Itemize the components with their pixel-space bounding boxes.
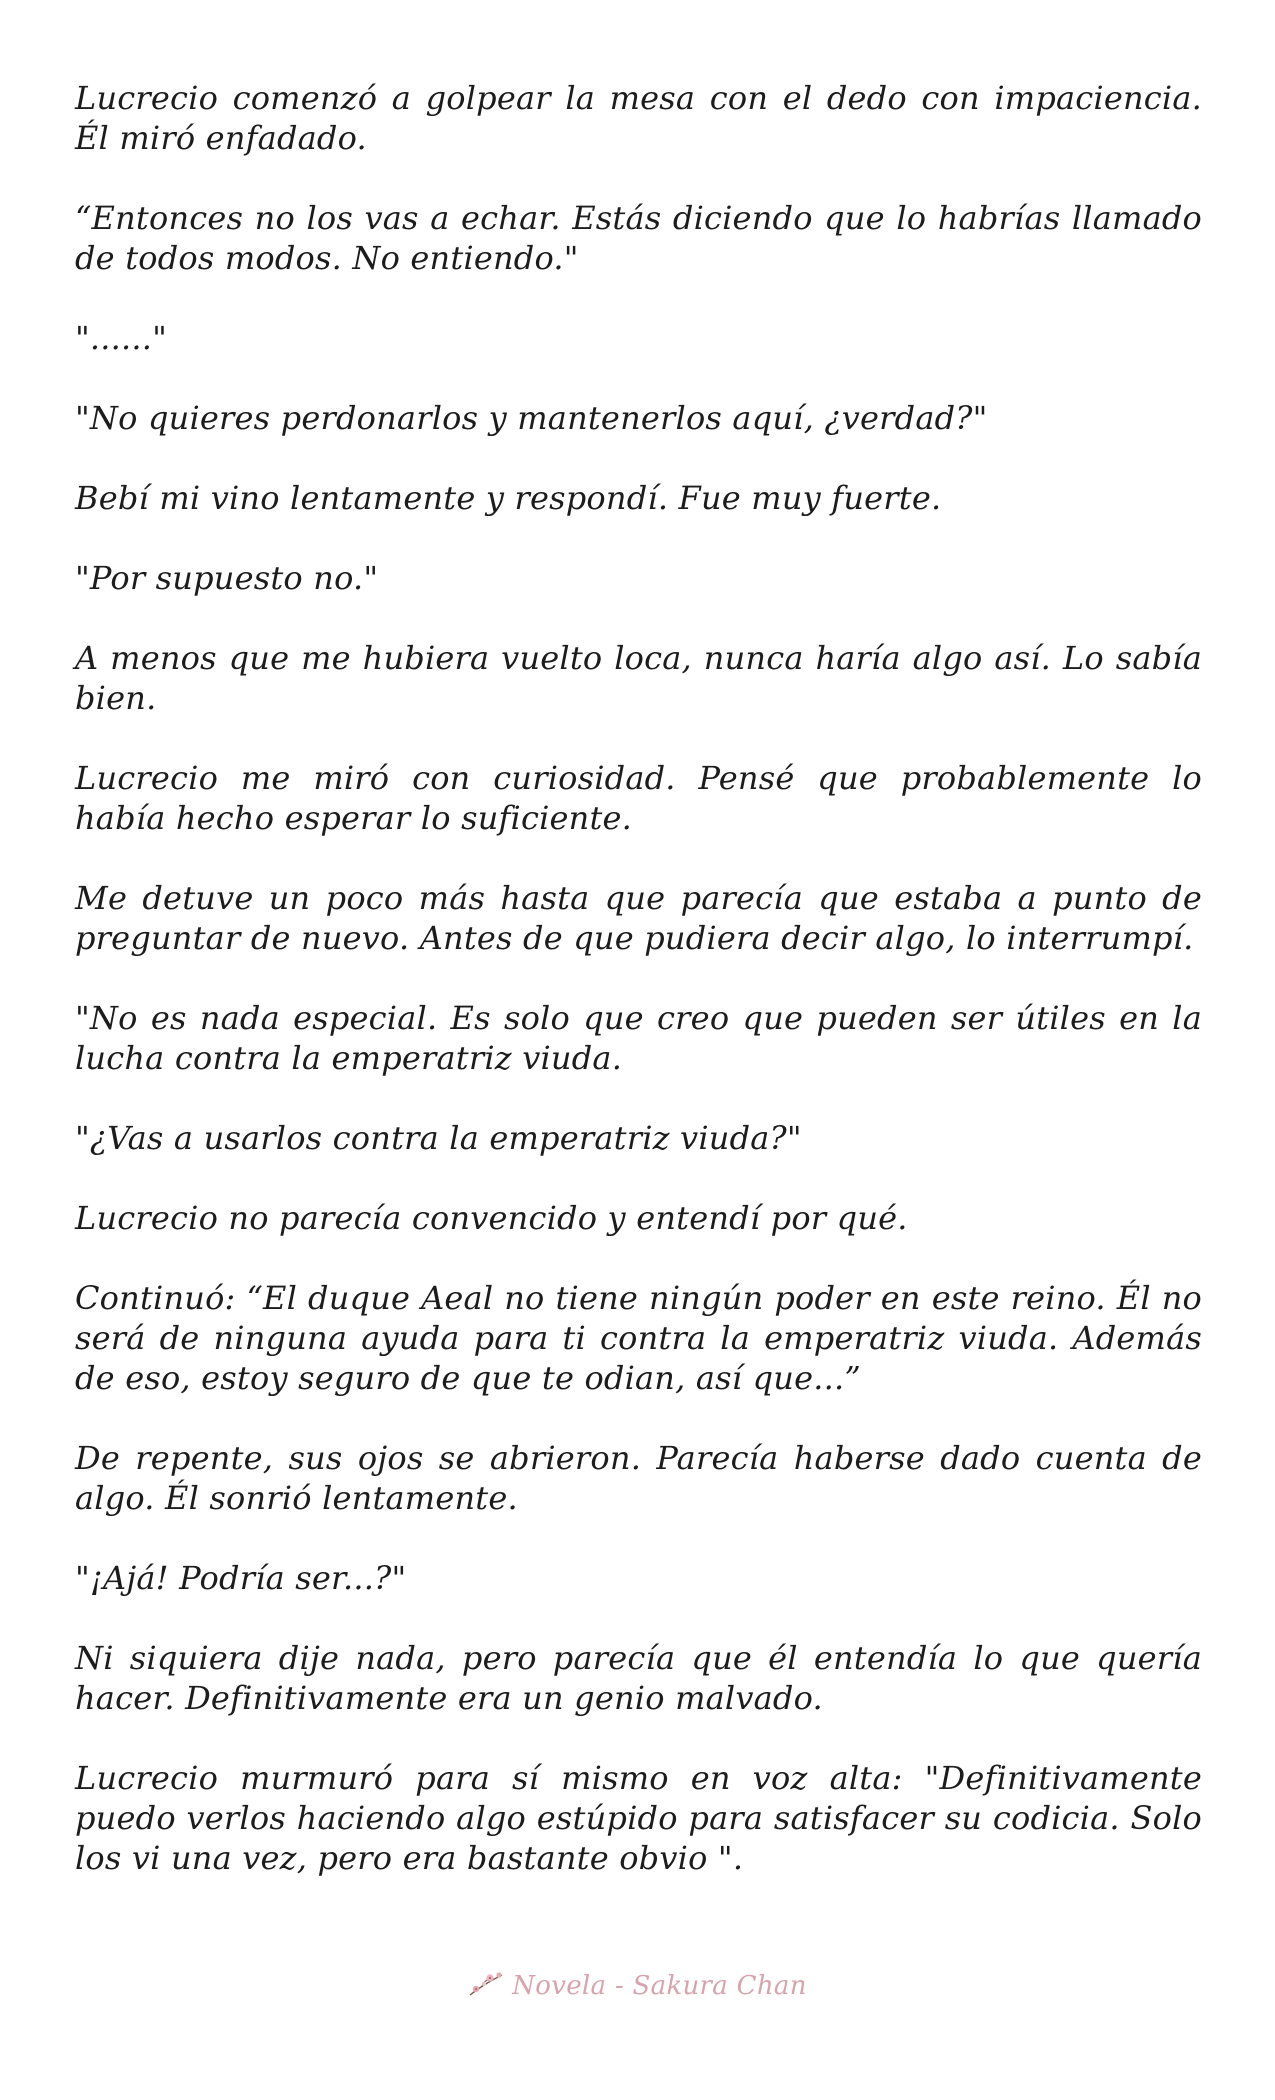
paragraph: De repente, sus ojos se abrieron. Parecía haberse dado cuenta de algo. Él sonrió lentamente. [75,1439,1202,1517]
paragraph: Continuó: “El duque Aeal no tiene ningún poder en este reino. Él no será de ninguna ayuda para ti contra la emperatriz viuda. Además de eso, estoy seguro de que te odian, así que...” [75,1279,1202,1397]
paragraph: "No quieres perdonarlos y mantenerlos aquí, ¿verdad?" [75,399,988,437]
paragraph: "Por supuesto no." [75,559,379,597]
paragraph: "No es nada especial. Es solo que creo que pueden ser útiles en la lucha contra la emperatriz viuda. [75,999,1202,1077]
paragraph: “Entonces no los vas a echar. Estás diciendo que lo habrías llamado de todos modos. No entiendo." [75,199,1202,277]
document-body [75,78,1202,1918]
paragraph: Lucrecio murmuró para sí mismo en voz alta: "Definitivamente puedo verlos haciendo algo estúpido para satisfacer su codicia. Solo los vi una vez, pero era bastante obvio ". [75,1759,1202,1877]
paragraph: Lucrecio me miró con curiosidad. Pensé que probablemente lo había hecho esperar lo suficiente. [75,759,1202,837]
watermark [0,1966,1275,2006]
paragraph: Bebí mi vino lentamente y respondí. Fue muy fuerte. [75,479,942,517]
paragraph: "¡Ajá! Podría ser...?" [75,1559,407,1597]
paragraph: Lucrecio no parecía convencido y entendí por qué. [75,1199,908,1237]
paragraph: Me detuve un poco más hasta que parecía que estaba a punto de preguntar de nuevo. Antes de que pudiera decir algo, lo interrumpí. [75,879,1202,957]
paragraph: Ni siquiera dije nada, pero parecía que él entendía lo que quería hacer. Definitivamente era un genio malvado. [75,1639,1202,1717]
sakura-branch-icon [468,1969,506,2004]
watermark-text: Novela - Sakura Chan [512,1971,807,2001]
paragraph: "......" [75,319,168,357]
paragraph: Lucrecio comenzó a golpear la mesa con el dedo con impaciencia. Él miró enfadado. [75,79,1202,157]
paragraph: A menos que me hubiera vuelto loca, nunca haría algo así. Lo sabía bien. [75,639,1202,717]
paragraph: "¿Vas a usarlos contra la emperatriz viuda?" [75,1119,802,1157]
